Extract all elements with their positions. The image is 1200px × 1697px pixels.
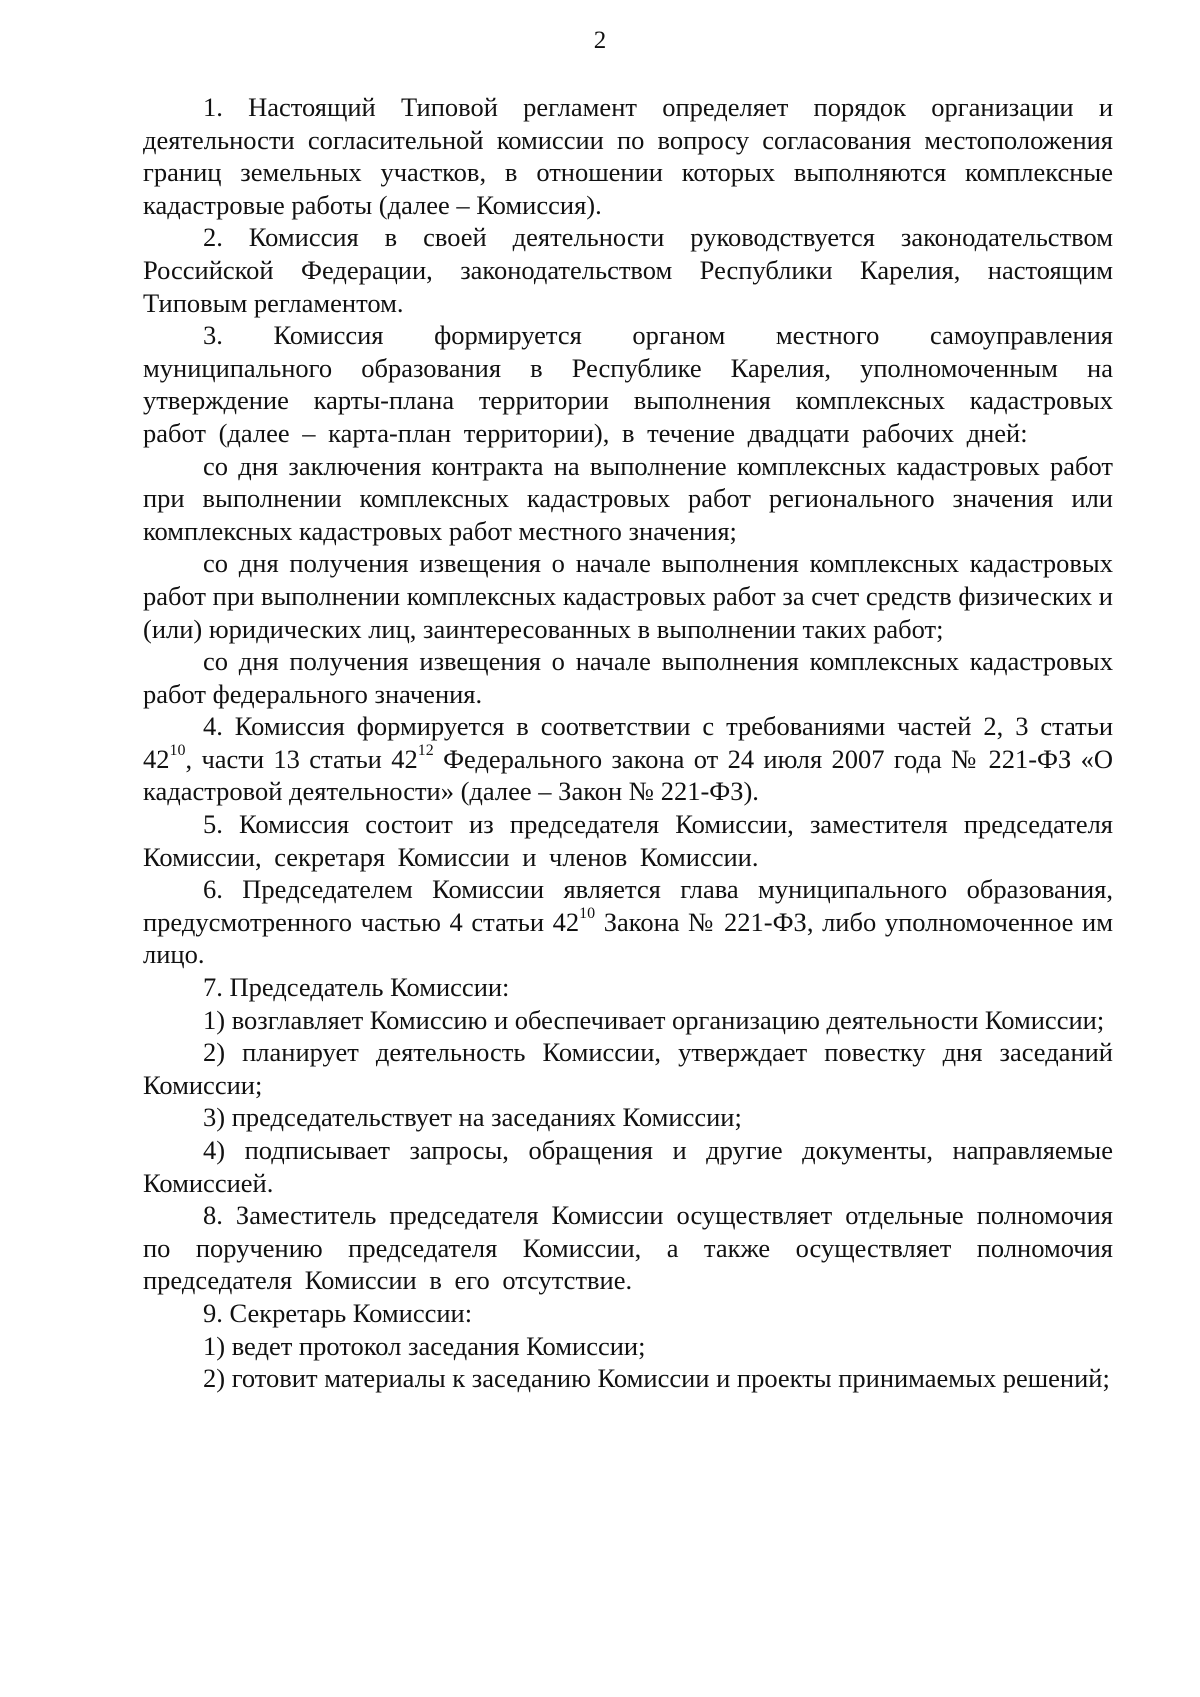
paragraph-3-item-1: со дня заключения контракта на выполнение комплексных кадастровых работ при выполнении комплексных кадастровых работ регионального значения или комплексных кадастровых работ местного значения;: [143, 450, 1113, 546]
paragraph-1: 1. Настоящий Типовой регламент определяет порядок организации и деятельности согласительной комиссии по вопросу согласования местоположения границ земельных участков, в отношении которых выполняются комплексные кадастровые работы (далее – Комиссия).: [143, 92, 1113, 220]
paragraph-7-item-1: 1) возглавляет Комиссию и обеспечивает организацию деятельности Комиссии;: [203, 1004, 1105, 1035]
paragraph-9-item-1: 1) ведет протокол заседания Комиссии;: [203, 1330, 646, 1361]
paragraph-3: 3. Комиссия формируется органом местного самоуправления муниципального образования в Республике Карелия, уполномоченным на утверждение карты-плана территории выполнения комплексных кадастровых работ (далее – карта-план территории), в течение двадцати рабочих дней:: [143, 320, 1113, 448]
paragraph-3-item-3: со дня получения извещения о начале выполнения комплексных кадастровых работ федерального значения.: [143, 646, 1113, 709]
paragraph-7-item-4: 4) подписывает запросы, обращения и другие документы, направляемые Комиссией.: [143, 1135, 1113, 1198]
paragraph-3-item-2: со дня получения извещения о начале выполнения комплексных кадастровых работ при выполнении комплексных кадастровых работ за счет средств физических и (или) юридических лиц, заинтересованных в выполнении таких работ;: [143, 548, 1113, 644]
paragraph-8: 8. Заместитель председателя Комиссии осуществляет отдельные полномочия по поручению председателя Комиссии, а также осуществляет полномочия председателя Комиссии в его отсутствие.: [143, 1200, 1113, 1296]
paragraph-6-part-2: Закона № 221-ФЗ, либо уполномоченное им лицо.: [143, 906, 1114, 970]
paragraph-4-part-2: , части 13 статьи 42: [185, 743, 418, 774]
paragraph-4-superscript-1: 10: [169, 742, 186, 760]
paragraph-4-superscript-2: 12: [417, 742, 434, 760]
paragraph-7-item-3: 3) председательствует на заседаниях Комиссии;: [203, 1102, 742, 1133]
paragraph-4-part-1: 4. Комиссия формируется в соответствии с требованиями частей 2, 3 статьи 42: [143, 711, 1113, 774]
paragraph-6-superscript: 10: [579, 905, 596, 923]
paragraph-9-item-2: 2) готовит материалы к заседанию Комиссии и проекты принимаемых решений;: [203, 1363, 1110, 1394]
paragraph-6-part-1: 6. Председателем Комиссии является глава муниципального образования, предусмотренного частью 4 статьи 42: [143, 874, 1113, 937]
paragraph-6: [143, 873, 1113, 971]
paragraph-2: 2. Комиссия в своей деятельности руководствуется законодательством Российской Федерации, законодательством Республики Карелия, настоящим Типовым регламентом.: [143, 222, 1113, 318]
paragraph-4: [143, 710, 1113, 808]
page-number: 2: [593, 27, 607, 54]
paragraph-9: 9. Секретарь Комиссии:: [203, 1297, 473, 1328]
paragraph-7: 7. Председатель Комиссии:: [203, 972, 510, 1003]
paragraph-4-part-3: Федерального закона от 24 июля 2007 года № 221-ФЗ «О кадастровой деятельности» (далее – Закон № 221-ФЗ).: [143, 743, 1113, 807]
document-body: [143, 91, 1113, 1395]
paragraph-7-item-2: 2) планирует деятельность Комиссии, утверждает повестку дня заседаний Комиссии;: [143, 1037, 1113, 1100]
paragraph-5: 5. Комиссия состоит из председателя Комиссии, заместителя председателя Комиссии, секретаря Комиссии и членов Комиссии.: [143, 809, 1113, 872]
